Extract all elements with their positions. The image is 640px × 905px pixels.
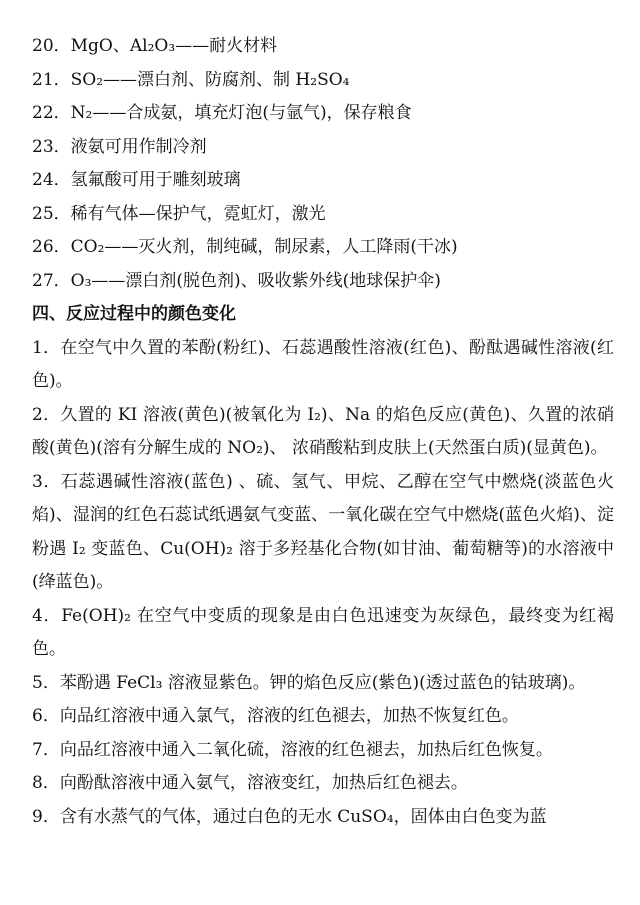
list-item: 26．CO₂——灭火剂，制纯碱，制尿素，人工降雨(干冰) [32,237,458,257]
list-item: 24．氢氟酸可用于雕刻玻璃 [32,170,241,190]
list-item: 6．向品红溶液中通入氯气，溶液的红色褪去，加热不恢复红色。 [32,706,519,726]
list-item: 25．稀有气体—保护气，霓虹灯，激光 [32,203,326,224]
list-item: 21．SO₂——漂白剂、防腐剂、制 H₂SO₄ [32,69,350,90]
color-change-list [32,332,614,835]
list-item: 3．石蕊遇碱性溶液(蓝色) 、硫、氢气、甲烷、乙醇在空气中燃烧(淡蓝色火焰)、湿润的红色石蕊试纸遇氨气变蓝、一氧化碳在空气中燃烧(蓝色火焰)、淀粉遇 I₂ 变蓝色、Cu(OH)₂ 溶于多羟基化合物(如甘油、葡萄糖等)的水溶液中(绛蓝色)。 [32,471,614,592]
list-item: 1．在空气中久置的苯酚(粉红)、石蕊遇酸性溶液(红色)、酚酞遇碱性溶液(红色)。 [32,337,614,391]
list-item: 8．向酚酞溶液中通入氨气，溶液变红，加热后红色褪去。 [32,773,468,793]
uses-list [32,30,614,298]
list-item: 9．含有水蒸气的气体，通过白色的无水 CuSO₄，固体由白色变为蓝 [32,806,547,827]
list-item: 27．O₃——漂白剂(脱色剂)、吸收紫外线(地球保护伞) [32,270,441,291]
list-item: 5．苯酚遇 FeCl₃ 溶液显紫色。钾的焰色反应(紫色)(透过蓝色的钴玻璃)。 [32,672,586,693]
list-item: 4．Fe(OH)₂ 在空气中变质的现象是由白色迅速变为灰绿色，最终变为红褐色。 [32,605,614,659]
list-item: 7．向品红溶液中通入二氧化硫，溶液的红色褪去，加热后红色恢复。 [32,739,553,760]
section-title: 四、反应过程中的颜色变化 [32,304,236,324]
list-item: 2．久置的 KI 溶液(黄色)(被氧化为 I₂)、Na 的焰色反应(黄色)、久置的浓硝酸(黄色)(溶有分解生成的 NO₂)、 浓硝酸粘到皮肤上(天然蛋白质)(显黄色)。 [32,404,614,458]
list-item: 23．液氨可用作制冷剂 [32,136,207,157]
list-item: 22．N₂——合成氨，填充灯泡(与氩气)，保存粮食 [32,103,412,123]
list-item: 20．MgO、Al₂O₃——耐火材料 [32,36,278,56]
